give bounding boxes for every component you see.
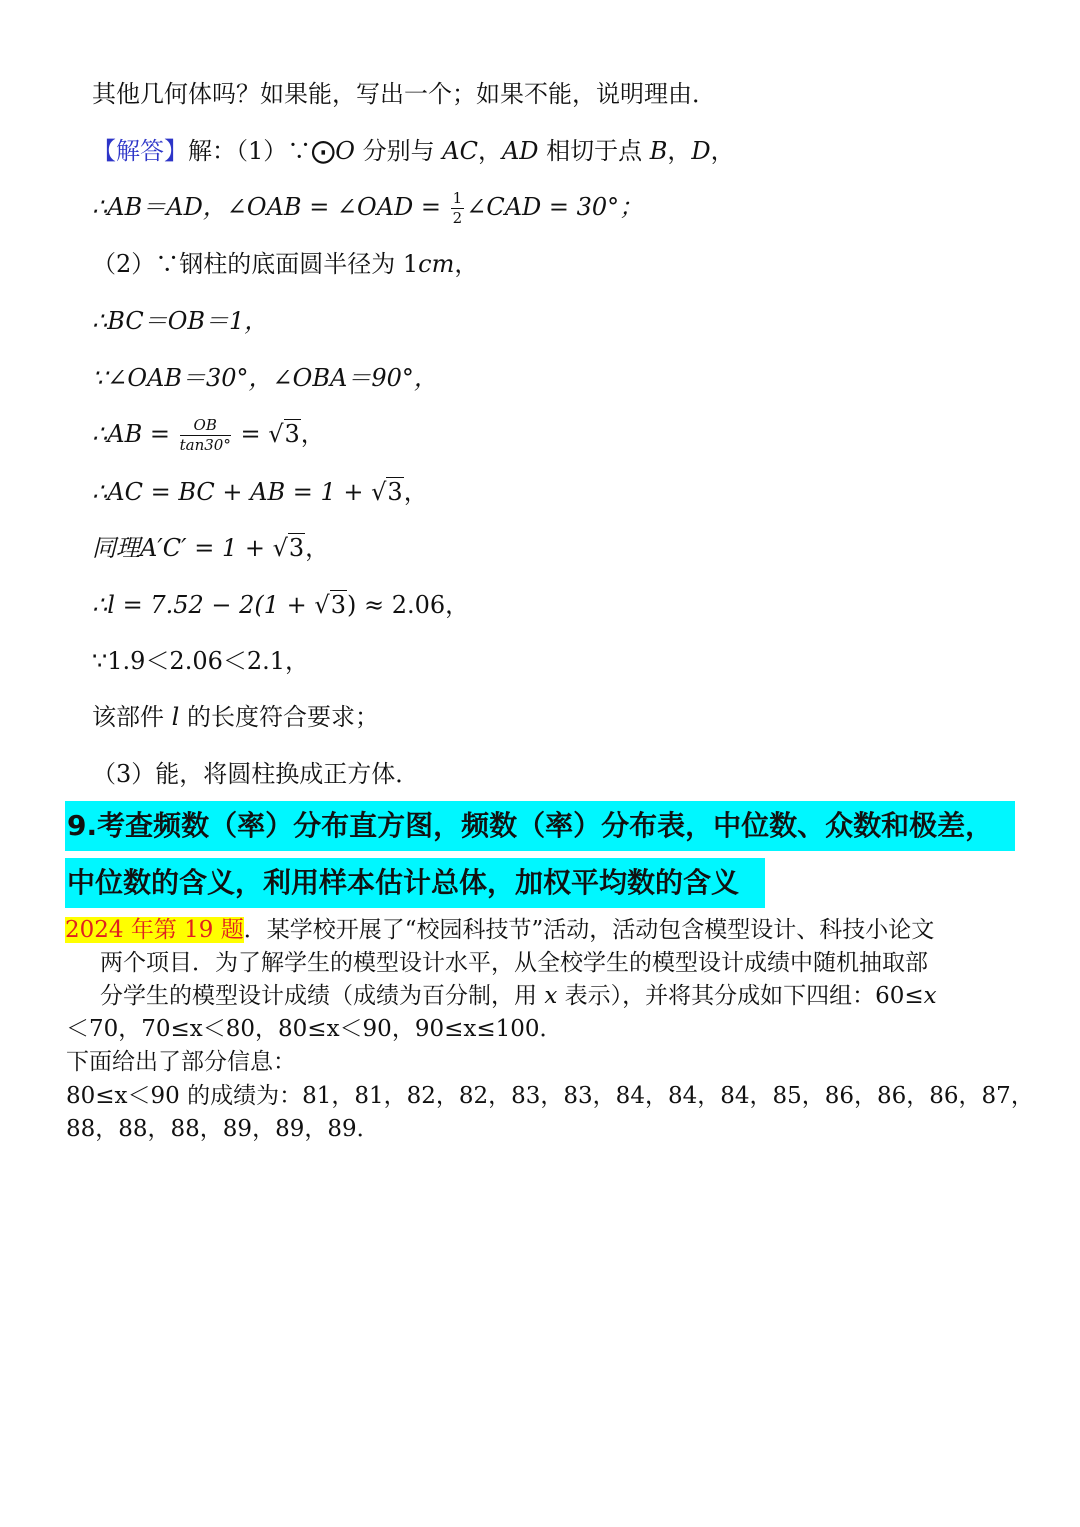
problem-line-3 [100, 980, 937, 1013]
fraction-numerator: OB [180, 418, 231, 436]
math-var: O [335, 137, 355, 165]
text-segment: 该部件 [92, 703, 172, 731]
solution-line-6 [92, 417, 325, 453]
fraction-denominator: 2 [452, 209, 463, 227]
math-var: B [649, 137, 668, 165]
solution-line-12: （3）能，将圆柱换成正方体． [92, 760, 420, 788]
math-expr: ∴AB = [92, 420, 178, 448]
fraction-denominator: tan30° [179, 436, 231, 454]
radicand: 3 [284, 420, 300, 448]
radicand: 3 [330, 591, 346, 619]
fraction [180, 418, 231, 453]
math-var: x [544, 983, 558, 1009]
text-segment: 分别与 [354, 137, 443, 165]
math-expr: 同理A′C′ = 1 + √ [92, 534, 288, 562]
section-heading-line-2: 中位数的含义，利用样本估计总体，加权平均数的含义 [67, 866, 740, 899]
math-expr: ∴l = 7.52 − 2(1 + √ [92, 591, 330, 619]
text-segment: ， [667, 137, 692, 165]
unit: cm [418, 250, 455, 278]
math-var: D [691, 137, 711, 165]
fraction [451, 191, 465, 226]
solution-line-3 [92, 247, 478, 281]
solution-line-11 [92, 700, 379, 734]
math-expr: ∠CAD = 30°； [466, 193, 644, 221]
problem-line-6: 80≤x＜90 的成绩为：81，81，82，82，83，83，84，84，84，85，86，86，86，87， [66, 1083, 1034, 1109]
math-var: x [923, 983, 937, 1009]
math-expr: ∴AC = BC + AB = 1 + √ [92, 478, 387, 506]
radicand: 3 [387, 478, 403, 506]
math-expr: ) ≈ 2.06， [346, 591, 470, 619]
text-segment: ， [403, 478, 428, 506]
problem-line-2: 两个项目．为了解学生的模型设计水平，从全校学生的模型设计成绩中随机抽取部 [100, 950, 928, 976]
fraction-numerator: 1 [452, 189, 463, 207]
text-segment: ．某学校开展了“校园科技节”活动，活动包含模型设计、科技小论文 [243, 917, 935, 943]
solution-line-10: ∵1.9＜2.06＜2.1， [92, 647, 310, 675]
text-segment: ， [305, 534, 330, 562]
math-var: AC [442, 137, 478, 165]
text-segment: 的长度符合要求； [179, 703, 379, 731]
problem-line-7: 88，88，88，89，89，89． [66, 1116, 380, 1142]
math-expr: ∴AB＝AD，∠OAB = ∠OAD = [92, 193, 449, 221]
solution-line-8 [92, 531, 329, 565]
problem-line-1 [65, 914, 934, 947]
solution-line-1 [92, 134, 735, 168]
problem-line-5: 下面给出了部分信息： [66, 1049, 296, 1075]
problem-line-4: ＜70，70≤x＜80，80≤x＜90，90≤x≤100． [66, 1016, 563, 1042]
solution-line-7 [92, 475, 428, 509]
text-segment: ， [300, 420, 325, 448]
text-line: 其他几何体吗？如果能，写出一个；如果不能，说明理由． [92, 80, 716, 108]
text-segment: 表示），并将其分成如下四组：60≤ [557, 983, 924, 1009]
year-tag: 2024 年第 19 题 [65, 917, 244, 943]
text-segment: 相切于点 [538, 137, 650, 165]
text-segment: ， [710, 137, 735, 165]
solution-line-5: ∵∠OAB＝30°，∠OBA＝90°， [92, 364, 438, 392]
math-var: AD [501, 137, 539, 165]
math-expr: = √ [232, 420, 284, 448]
solution-tag: 【解答】 [92, 137, 188, 165]
solution-line-2 [92, 190, 643, 226]
solution-line-9 [92, 588, 469, 622]
radicand: 3 [288, 534, 305, 562]
text-segment: 解：（1）∵⨀ [188, 137, 336, 165]
text-segment: 分学生的模型设计成绩（成绩为百分制，用 [100, 983, 545, 1009]
text-segment: ， [477, 137, 502, 165]
section-heading-line-1: 9.考查频数（率）分布直方图，频数（率）分布表，中位数、众数和极差， [67, 809, 994, 842]
solution-line-4: ∴BC＝OB＝1， [92, 307, 269, 335]
text-segment: ， [454, 250, 479, 278]
text-segment: （2）∵钢柱的底面圆半径为 1 [92, 250, 419, 278]
math-var: l [171, 703, 180, 731]
